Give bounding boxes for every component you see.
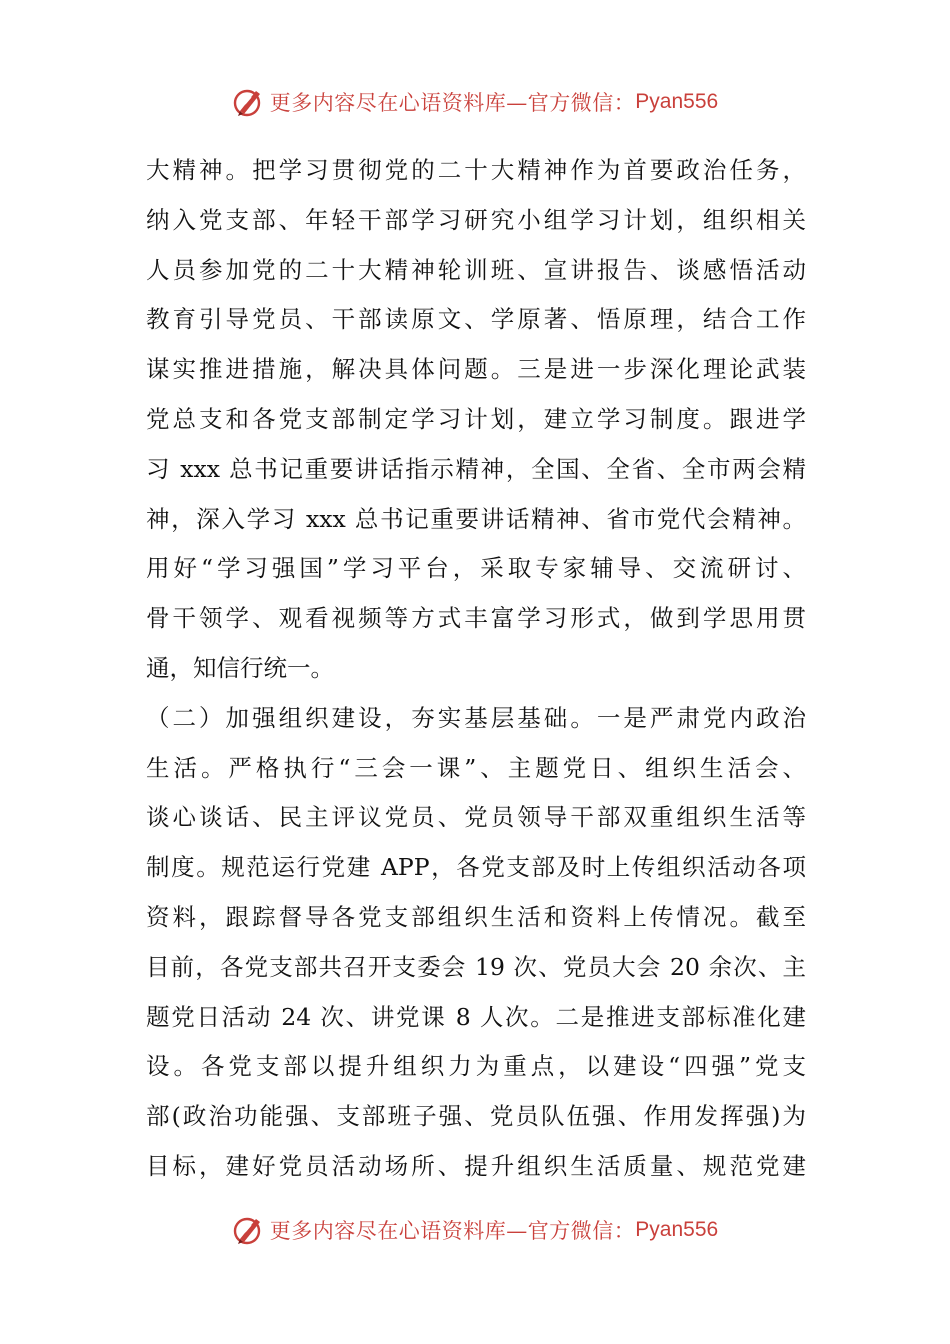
text-line: 大精神。把学习贯彻党的二十大精神作为首要政治任务， (146, 156, 806, 184)
text-line: 谋实推进措施，解决具体问题。三是进一步深化理论武装 (146, 355, 806, 384)
text-line: 用好“学习强国”学习平台，采取专家辅导、交流研讨、 (146, 554, 806, 583)
text-line: 教育引导党员、干部读原文、学原著、悟原理，结合工作 (146, 305, 806, 334)
pen-in-circle-icon (232, 85, 266, 119)
text-line: 习 xxx 总书记重要讲话指示精神，全国、全省、全市两会精 (146, 454, 806, 483)
text-line: 通，知信行统一。 (146, 653, 334, 682)
section-heading-line: （二）加强组织建设，夯实基层基础。一是严肃党内政治 (146, 703, 806, 732)
text-line: 人员参加党的二十大精神轮训班、宣讲报告、谈感悟活动 (146, 255, 806, 284)
text-line: 题党日活动 24 次、讲党课 8 人次。二是推进支部标准化建 (146, 1002, 806, 1031)
text-line: 纳入党支部、年轻干部学习研究小组学习计划，组织相关 (146, 205, 806, 234)
text-line: 部(政治功能强、支部班子强、党员队伍强、作用发挥强)为 (146, 1102, 806, 1131)
header-banner-id: Pyan556 (635, 90, 719, 113)
footer-banner-text: 更多内容尽在心语资料库—官方微信： (269, 1219, 636, 1243)
text-line: 资料，跟踪督导各党支部组织生活和资料上传情况。截至 (146, 902, 806, 931)
header-banner-text: 更多内容尽在心语资料库—官方微信： (269, 91, 636, 115)
text-line: 设。各党支部以提升组织力为重点，以建设“四强”党支 (146, 1052, 806, 1081)
text-line: 党总支和各党支部制定学习计划，建立学习制度。跟进学 (146, 404, 806, 433)
footer-banner (0, 1208, 950, 1252)
text-line: 目标，建好党员活动场所、提升组织生活质量、规范党建 (146, 1151, 806, 1180)
text-line: 骨干领学、观看视频等方式丰富学习形式，做到学思用贯 (146, 604, 806, 633)
footer-banner-id: Pyan556 (635, 1218, 719, 1241)
header-banner (0, 80, 950, 124)
document-body (146, 146, 806, 1192)
text-line: 制度。规范运行党建 APP，各党支部及时上传组织活动各项 (146, 853, 806, 882)
text-line: 目前，各党支部共召开支委会 19 次、党员大会 20 余次、主 (146, 952, 806, 981)
text-line: 神，深入学习 xxx 总书记重要讲话精神、省市党代会精神。 (146, 504, 806, 533)
text-line: 谈心谈话、民主评议党员、党员领导干部双重组织生活等 (146, 803, 806, 832)
text-line: 生活。严格执行“三会一课”、主题党日、组织生活会、 (146, 753, 806, 782)
pen-in-circle-icon (232, 1213, 266, 1247)
